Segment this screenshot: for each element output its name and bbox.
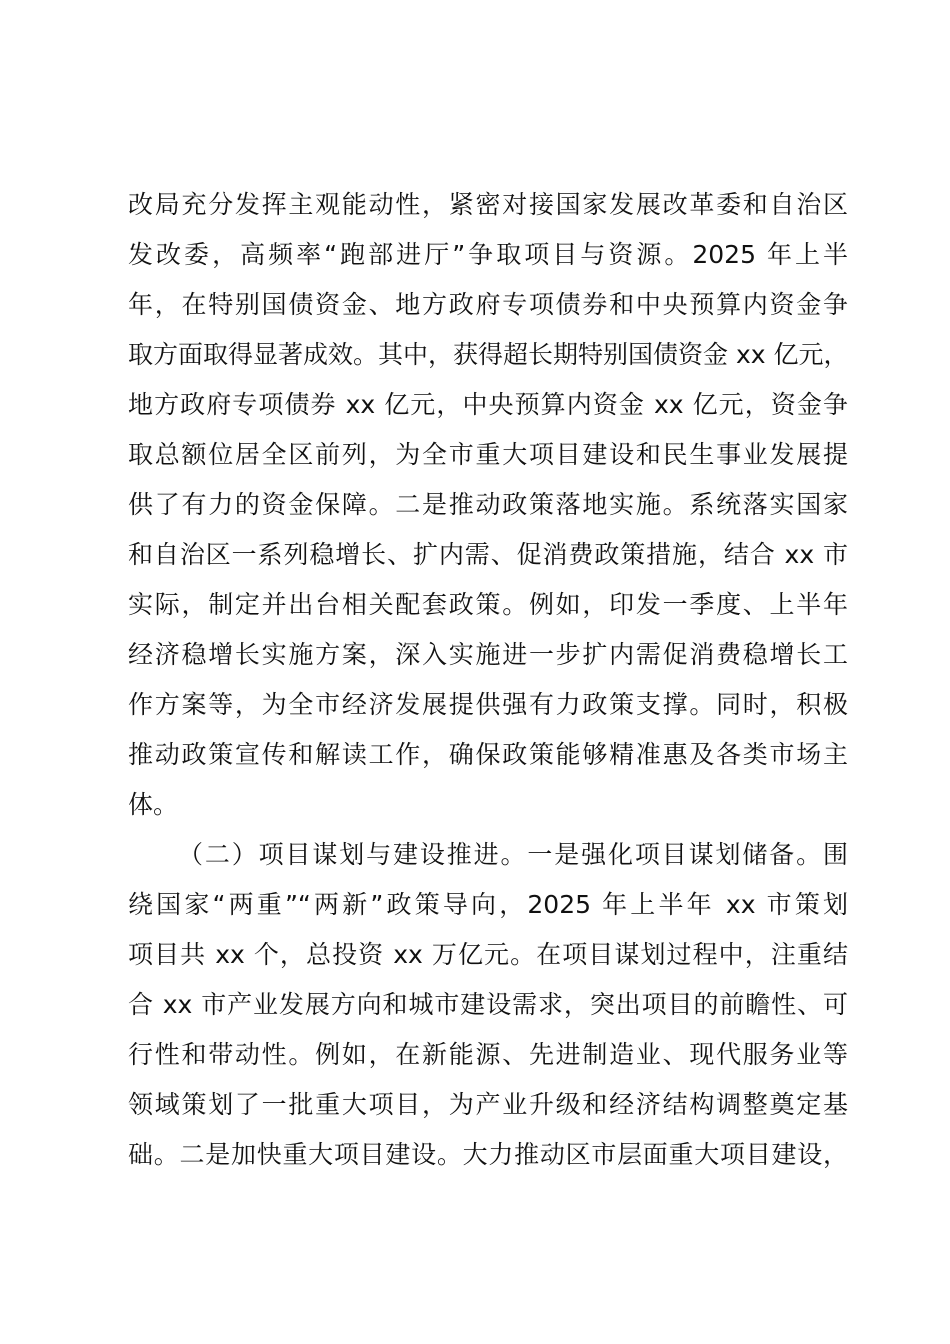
text-line: 发改委，高频率“跑部进厅”争取项目与资源。2025 年上半 — [128, 240, 848, 269]
text-line: 绕国家“两重”“两新”政策导向，2025 年上半年 xx 市策划 — [128, 890, 848, 919]
text-line: 项目共 xx 个，总投资 xx 万亿元。在项目谋划过程中，注重结 — [128, 940, 848, 969]
text-line: 合 xx 市产业发展方向和城市建设需求，突出项目的前瞻性、可 — [128, 990, 848, 1019]
text-line: 供了有力的资金保障。二是推动政策落地实施。系统落实国家 — [128, 490, 848, 519]
text-line: 地方政府专项债券 xx 亿元，中央预算内资金 xx 亿元，资金争 — [128, 390, 848, 419]
paragraph-2 — [128, 830, 848, 1180]
text-line: 行性和带动性。例如，在新能源、先进制造业、现代服务业等 — [128, 1040, 848, 1069]
text-line: 推动政策宣传和解读工作，确保政策能够精准惠及各类市场主 — [128, 740, 848, 769]
paragraph-1 — [128, 180, 848, 830]
text-line: 改局充分发挥主观能动性，紧密对接国家发展改革委和自治区 — [128, 190, 848, 219]
text-line: 领域策划了一批重大项目，为产业升级和经济结构调整奠定基 — [128, 1090, 848, 1119]
text-line: 取方面取得显著成效。其中，获得超长期特别国债资金 xx 亿元， — [128, 340, 849, 369]
text-line: 和自治区一系列稳增长、扩内需、促消费政策措施，结合 xx 市 — [128, 540, 848, 569]
text-line: 经济稳增长实施方案，深入实施进一步扩内需促消费稳增长工 — [128, 640, 848, 669]
body-text — [128, 180, 848, 1180]
text-line: 取总额位居全区前列，为全市重大项目建设和民生事业发展提 — [128, 440, 848, 469]
text-line: 础。二是加快重大项目建设。大力推动区市层面重大项目建设， — [128, 1140, 848, 1169]
text-line: （二）项目谋划与建设推进。一是强化项目谋划储备。围 — [178, 840, 848, 869]
text-line: 实际，制定并出台相关配套政策。例如，印发一季度、上半年 — [128, 590, 848, 619]
text-line: 作方案等，为全市经济发展提供强有力政策支撑。同时，积极 — [128, 690, 848, 719]
text-line: 年，在特别国债资金、地方政府专项债券和中央预算内资金争 — [128, 290, 848, 319]
text-line: 体。 — [128, 790, 179, 819]
